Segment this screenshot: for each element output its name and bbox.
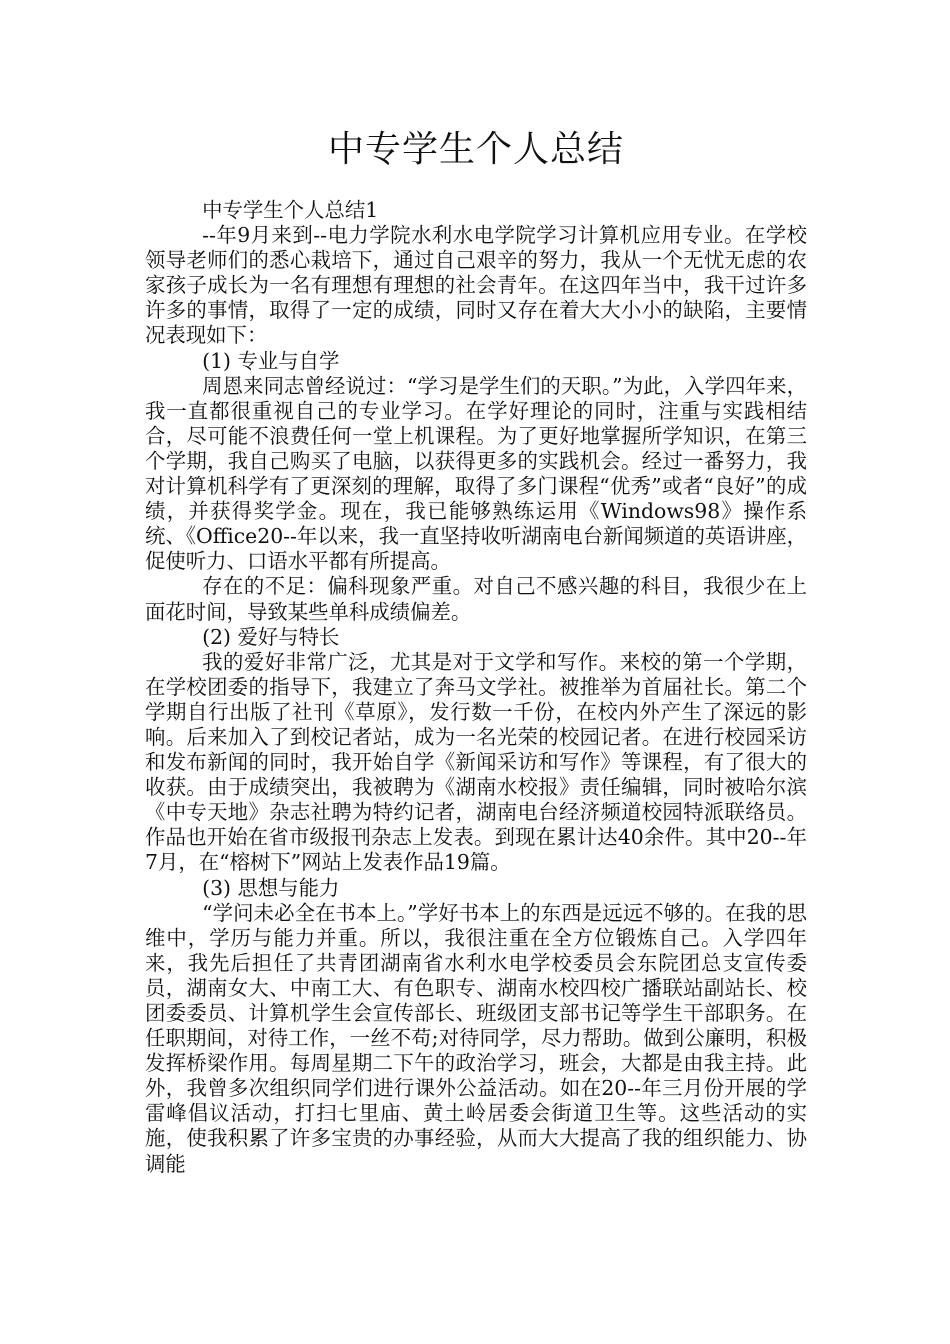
document-body xyxy=(145,198,807,1177)
paragraph: --年9月来到--电力学院水利水电学院学习计算机应用专业。在学校领导老师们的悉心栽培下，通过自己艰辛的努力，我从一个无忧无虑的农家孩子成长为一名有理想有理想的社会青年。在这四年当中，我干过许多许多的事情，取得了一定的成绩，同时又存在着大大小小的缺陷，主要情况表现如下： xyxy=(145,223,807,348)
section-heading: 中专学生个人总结1 xyxy=(202,198,379,222)
section-heading: (3) 思想与能力 xyxy=(202,875,340,900)
section-heading: (1) 专业与自学 xyxy=(202,348,340,373)
paragraph: “学问未必全在书本上。”学好书本上的东西是远远不够的。在我的思维中，学历与能力并重。所以，我很注重在全方位锻炼自己。入学四年来，我先后担任了共青团湖南省水利水电学校委员会东院团总支宣传委员，湖南女大、中南工大、有色职专、湖南水校四校广播联站副站长、校团委委员、计算机学生会宣传部长、班级团支部书记等学生干部职务。在任职期间，对待工作，一丝不苟;对待同学，尽力帮助。做到公廉明，积极发挥桥梁作用。每周星期二下午的政治学习，班会，大都是由我主持。此外，我曾多次组织同学们进行课外公益活动。如在20--年三月份开展的学雷峰倡议活动，打扫七里庙、黄土岭居委会街道卫生等。这些活动的实施，使我积累了许多宝贵的办事经验，从而大大提高了我的组织能力、协调能 xyxy=(145,900,807,1176)
page-title: 中专学生个人总结 xyxy=(327,129,624,170)
paragraph: 存在的不足：偏科现象严重。对自己不感兴趣的科目，我很少在上面花时间，导致某些单科成绩偏差。 xyxy=(145,574,807,624)
section-heading: (2) 爱好与特长 xyxy=(202,624,340,649)
document-page xyxy=(145,118,807,1177)
paragraph: 我的爱好非常广泛，尤其是对于文学和写作。来校的第一个学期，在学校团委的指导下，我建立了奔马文学社。被推举为首届社长。第二个学期自行出版了社刊《草原》，发行数一千份，在校内外产生了深远的影响。后来加入了到校记者站，成为一名光荣的校园记者。在进行校园采访和发布新闻的同时，我开始自学《新闻采访和写作》等课程，有了很大的收获。由于成绩突出，我被聘为《湖南水校报》责任编辑，同时被哈尔滨《中专天地》杂志社聘为特约记者，湖南电台经济频道校园特派联络员。作品也开始在省市级报刊杂志上发表。到现在累计达40余件。其中20--年7月，在“榕树下”网站上发表作品19篇。 xyxy=(145,649,807,875)
paragraph: 周恩来同志曾经说过：“学习是学生们的天职。”为此，入学四年来，我一直都很重视自己的专业学习。在学好理论的同时，注重与实践相结合，尽可能不浪费任何一堂上机课程。为了更好地掌握所学知识，在第三个学期，我自己购买了电脑，以获得更多的实践机会。经过一番努力，我对计算机科学有了更深刻的理解，取得了多门课程“优秀”或者“良好”的成绩，并获得奖学金。现在，我已能够熟练运用《Windows98》操作系统、《Office20--年以来，我一直坚持收听湖南电台新闻频道的英语讲座，促使听力、口语水平都有所提高。 xyxy=(145,373,807,574)
